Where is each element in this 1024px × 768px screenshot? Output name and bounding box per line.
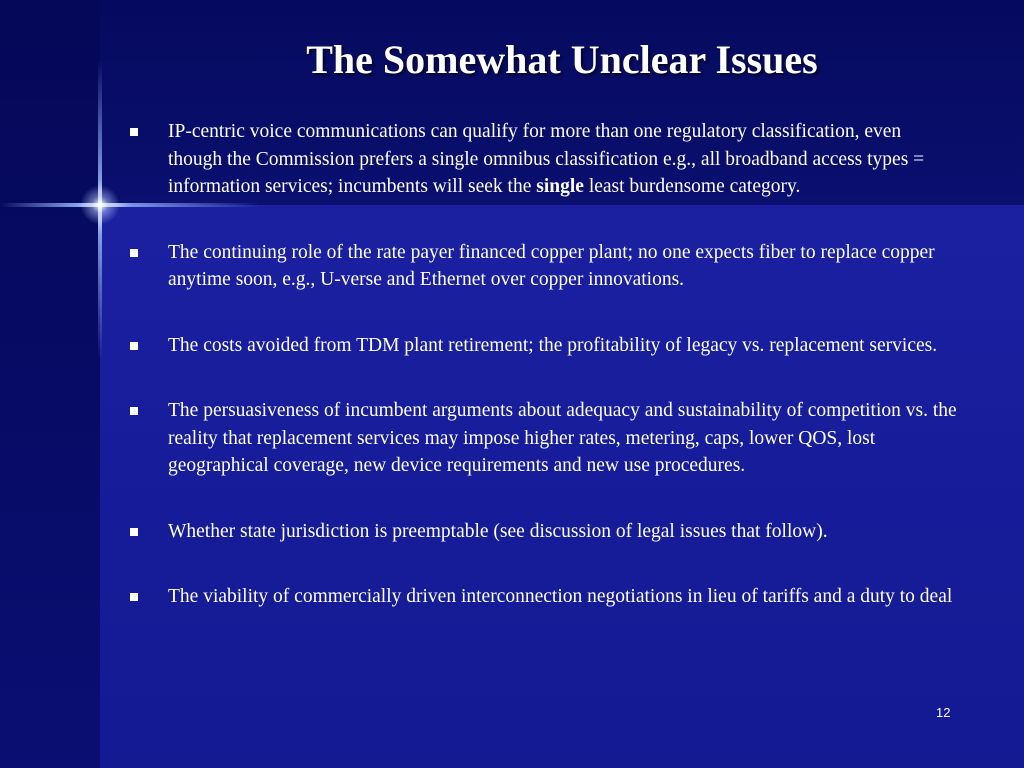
bullet-text: IP-centric voice communications can qualify for more than one regulatory classification, even though the Commission prefers a single omnibus classification e.g., all broadband access types = information services; incumbents will seek the	[168, 121, 925, 197]
slide-title: The Somewhat Unclear Issues	[306, 37, 818, 82]
bullet-item	[128, 583, 958, 611]
bullet-item	[128, 397, 958, 480]
bullet-bold-text: single	[536, 176, 584, 197]
bullet-text: The viability of commercially driven interconnection negotiations in lieu of tariffs and a duty to deal	[168, 586, 953, 607]
bullet-text: Whether state jurisdiction is preemptable (see discussion of legal issues that follow).	[168, 520, 828, 542]
page-number: 12	[936, 705, 951, 720]
square-bullet-icon	[130, 593, 138, 601]
bullet-item	[128, 118, 958, 201]
square-bullet-icon	[130, 342, 138, 350]
star-glow-core	[80, 185, 120, 225]
square-bullet-icon	[130, 249, 138, 257]
bullet-item	[128, 332, 958, 360]
bullet-text: The persuasiveness of incumbent arguments about adequacy and sustainability of competition vs. the reality that replacement services may impose higher rates, metering, caps, lower QOS, lost geographical coverage, new device requirements and new use procedures.	[168, 400, 957, 476]
bullet-item	[128, 518, 958, 546]
bullet-item	[128, 239, 958, 294]
square-bullet-icon	[130, 128, 138, 136]
bullet-text: The costs avoided from TDM plant retirement; the profitability of legacy vs. replacement services.	[168, 334, 938, 356]
background-left-band	[0, 0, 100, 768]
square-bullet-icon	[130, 407, 138, 415]
bullet-list	[128, 118, 958, 611]
bullet-text: least burdensome category.	[583, 176, 801, 197]
bullet-text: The continuing role of the rate payer financed copper plant; no one expects fiber to replace copper anytime soon, e.g., U-verse and Ethernet over copper innovations.	[168, 241, 935, 290]
square-bullet-icon	[130, 528, 138, 536]
